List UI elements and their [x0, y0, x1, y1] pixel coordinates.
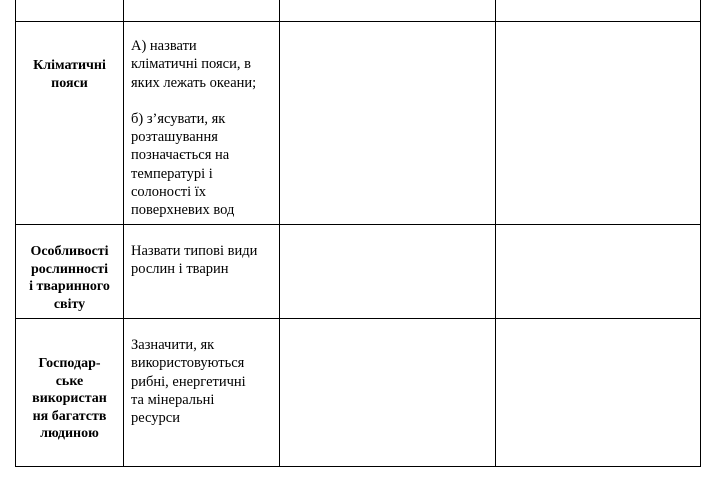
- table-cell-empty: [280, 225, 496, 319]
- table-cell-label: [16, 22, 124, 225]
- row-label-line: використан: [32, 391, 107, 406]
- table-cell-task: [124, 0, 280, 22]
- task-line: використовуються: [131, 355, 245, 372]
- table-cell-empty: [280, 22, 496, 225]
- row-label-line: пояси: [51, 75, 88, 91]
- table-cell-label: [16, 0, 124, 22]
- task-line: рослин і тварин: [131, 261, 229, 278]
- task-line: рибні, енергетичні: [131, 373, 246, 390]
- table-cell-task: [124, 319, 280, 467]
- row-label-line: і тваринного: [29, 279, 110, 294]
- task-line: ресурси: [131, 410, 180, 427]
- row-label-line: людиною: [40, 426, 99, 441]
- table-cell-label: [16, 225, 124, 319]
- task-line: розташування: [131, 129, 218, 146]
- table-row-climate-zones: [16, 22, 701, 225]
- table-cell-label: [16, 319, 124, 467]
- table-row: [16, 0, 701, 22]
- task-line: б) з’ясувати, як: [131, 110, 226, 127]
- table-row-flora-fauna: [16, 225, 701, 319]
- task-line: та мінеральні: [131, 391, 215, 408]
- row-label-line: світу: [53, 296, 86, 312]
- table-cell-empty: [496, 319, 701, 467]
- table-cell-empty: [496, 225, 701, 319]
- table-cell-task: [124, 225, 280, 319]
- task-line: позначається на: [131, 147, 230, 164]
- row-label-line: Господар-: [38, 356, 101, 371]
- table-row-economic-use: [16, 319, 701, 467]
- row-label-line: рослинності: [30, 261, 109, 277]
- row-label-line: ня багатств: [32, 408, 107, 424]
- table-cell-empty: [280, 0, 496, 22]
- row-label-line: ське: [55, 373, 84, 389]
- task-line: яких лежать океани;: [131, 74, 257, 91]
- task-line: поверхневих вод: [131, 202, 235, 219]
- task-line: температурі і: [131, 165, 213, 182]
- table-cell-empty: [496, 22, 701, 225]
- task-line: солоності їх: [131, 184, 207, 201]
- task-line: А) назвати: [131, 38, 197, 54]
- row-label-line: Особливості: [30, 244, 109, 259]
- task-line: Зазначити, як: [131, 337, 215, 353]
- table-cell-empty: [496, 0, 701, 22]
- task-line: кліматичні пояси, в: [131, 56, 251, 73]
- row-label-line: Кліматичні: [33, 58, 106, 73]
- table-cell-empty: [280, 319, 496, 467]
- task-line: Назвати типові види: [131, 243, 258, 259]
- table-cell-task: [124, 22, 280, 225]
- ocean-characteristics-table: [15, 0, 701, 467]
